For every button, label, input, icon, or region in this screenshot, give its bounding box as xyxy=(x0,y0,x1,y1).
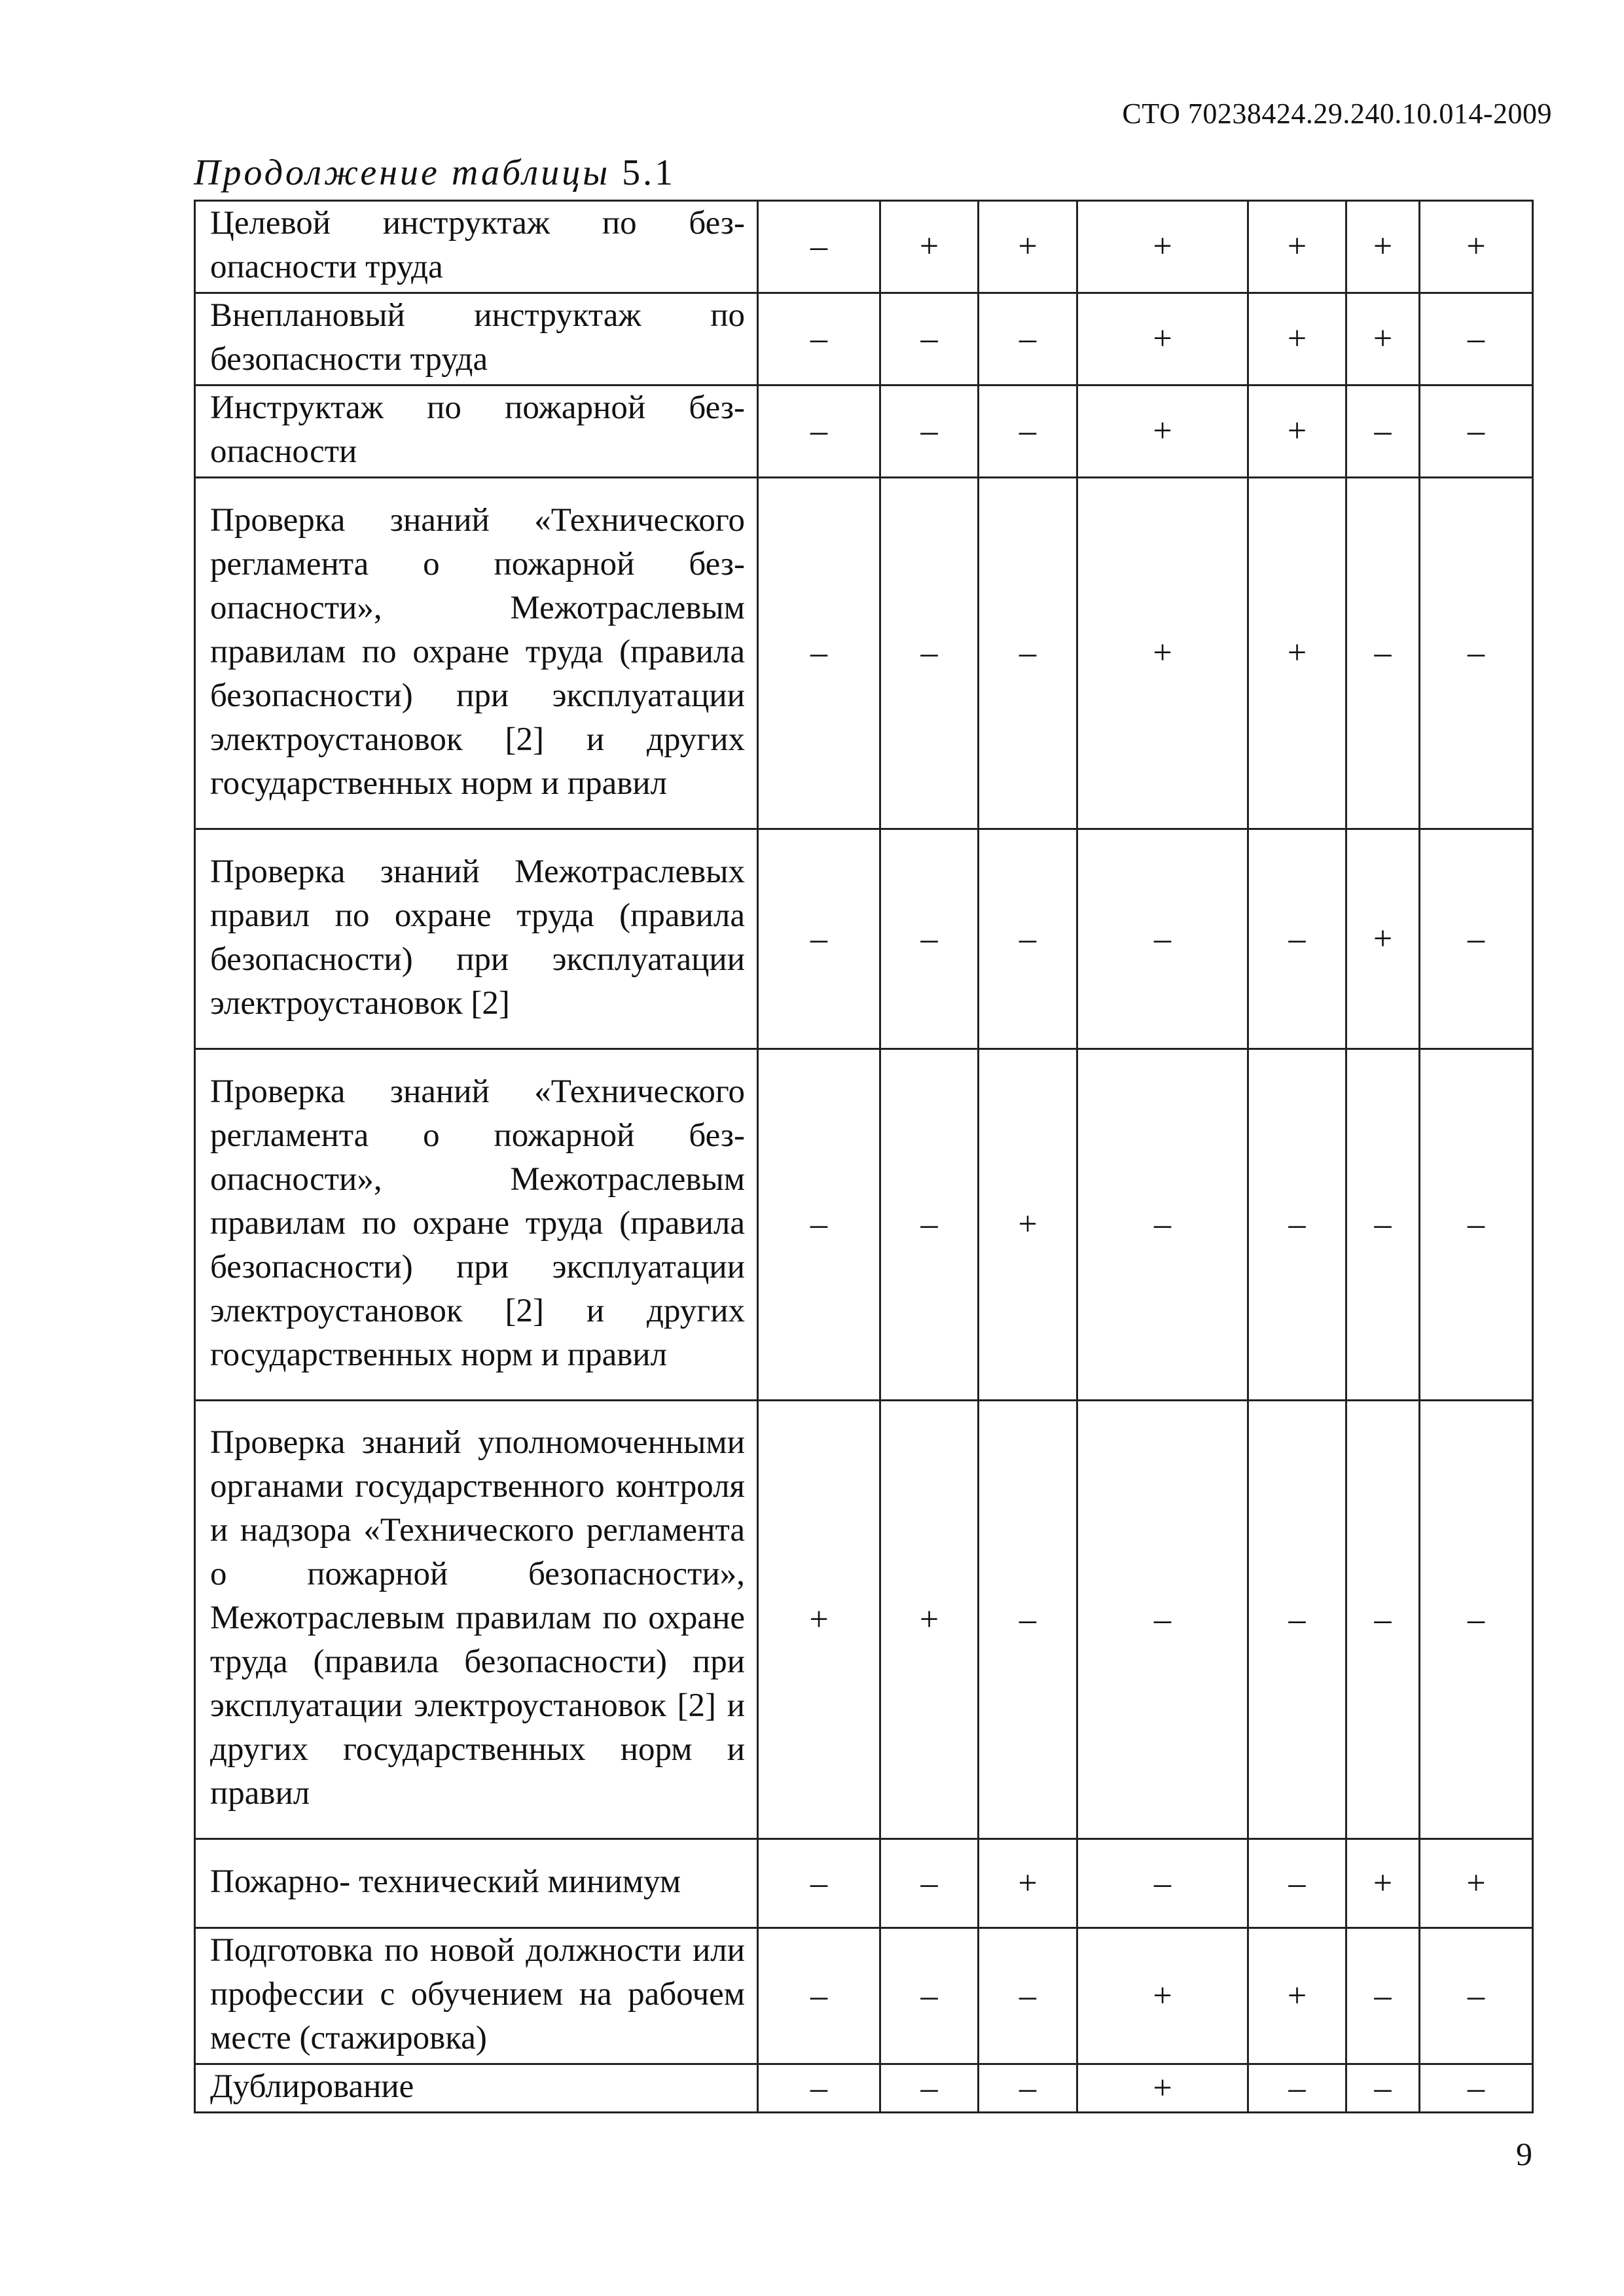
row-mark: – xyxy=(1420,1928,1533,2064)
row-mark: + xyxy=(1248,386,1346,478)
row-label: Инструктаж по пожарной безопасности xyxy=(195,386,758,478)
table-row xyxy=(195,478,1533,829)
row-mark: – xyxy=(979,2064,1077,2113)
row-mark: – xyxy=(1077,1839,1248,1928)
row-mark: + xyxy=(979,1049,1077,1401)
table-row xyxy=(195,1401,1533,1839)
row-mark: – xyxy=(1248,1839,1346,1928)
row-mark: – xyxy=(1077,1401,1248,1839)
row-mark: – xyxy=(1420,1049,1533,1401)
row-label: Пожарно- технический минимум xyxy=(195,1839,758,1928)
page-number: 9 xyxy=(1516,2136,1532,2172)
row-mark: – xyxy=(1346,1401,1420,1839)
row-mark: + xyxy=(1077,293,1248,386)
row-mark: + xyxy=(1248,1928,1346,2064)
row-mark: – xyxy=(1248,2064,1346,2113)
row-mark: – xyxy=(758,201,880,293)
row-mark: – xyxy=(1346,2064,1420,2113)
row-mark: – xyxy=(758,386,880,478)
table-caption-text: Продолжение таблицы xyxy=(194,152,611,193)
row-label: Проверка знаний уполномоченными органами государственного контроля и надзора «Технического регламента о пожарной безопасности», Межотраслевым правилам по охране труда (правила безопасности) при эксплуатации электроустановок [2] и других государственных норм и правил xyxy=(195,1401,758,1839)
table-row xyxy=(195,293,1533,386)
table-row xyxy=(195,1049,1533,1401)
row-label: Подготовка по новой должности или профессии с обучением на рабочем месте (стажировка) xyxy=(195,1928,758,2064)
row-mark: + xyxy=(1346,201,1420,293)
row-label: Проверка знаний «Технического регламента о пожарной безопасности», Межотраслевым правилам по охране труда (правила безопасности) при эксплуатации электроустановок [2] и других государственных норм и правил xyxy=(195,478,758,829)
row-mark: – xyxy=(1420,293,1533,386)
row-mark: + xyxy=(1077,386,1248,478)
row-mark: – xyxy=(880,829,979,1049)
row-mark: – xyxy=(1248,1049,1346,1401)
row-mark: – xyxy=(880,478,979,829)
row-mark: + xyxy=(880,1401,979,1839)
table-row xyxy=(195,2064,1533,2113)
row-mark: – xyxy=(880,2064,979,2113)
row-mark: – xyxy=(880,386,979,478)
row-mark: – xyxy=(1346,478,1420,829)
table-row xyxy=(195,1839,1533,1928)
row-mark: – xyxy=(1346,1049,1420,1401)
row-mark: + xyxy=(1077,478,1248,829)
row-mark: – xyxy=(1248,1401,1346,1839)
row-mark: + xyxy=(1420,201,1533,293)
row-mark: – xyxy=(979,1928,1077,2064)
row-mark: – xyxy=(1346,386,1420,478)
row-mark: + xyxy=(880,201,979,293)
row-mark: – xyxy=(979,1401,1077,1839)
row-mark: + xyxy=(979,1839,1077,1928)
row-mark: – xyxy=(979,293,1077,386)
row-mark: – xyxy=(758,1928,880,2064)
row-mark: – xyxy=(979,386,1077,478)
row-mark: – xyxy=(758,293,880,386)
table-caption xyxy=(194,152,676,194)
table-row xyxy=(195,829,1533,1049)
table-row xyxy=(195,201,1533,293)
row-label: Дублирование xyxy=(195,2064,758,2113)
row-mark: – xyxy=(1248,829,1346,1049)
row-mark: – xyxy=(758,1049,880,1401)
row-mark: – xyxy=(1420,1401,1533,1839)
table-caption-number: 5.1 xyxy=(622,152,676,193)
row-mark: + xyxy=(1346,293,1420,386)
row-mark: – xyxy=(758,478,880,829)
row-mark: + xyxy=(1420,1839,1533,1928)
row-mark: – xyxy=(979,478,1077,829)
row-mark: – xyxy=(1420,2064,1533,2113)
row-mark: + xyxy=(1346,1839,1420,1928)
row-mark: – xyxy=(880,1049,979,1401)
row-label: Проверка знаний Межотраслевых правил по охране труда (правила безопасности) при эксплуатации электроустановок [2] xyxy=(195,829,758,1049)
row-mark: + xyxy=(1346,829,1420,1049)
row-mark: – xyxy=(1420,829,1533,1049)
table-row xyxy=(195,1928,1533,2064)
row-mark: + xyxy=(1077,2064,1248,2113)
row-mark: – xyxy=(979,829,1077,1049)
row-mark: + xyxy=(1077,1928,1248,2064)
row-mark: + xyxy=(1077,201,1248,293)
row-mark: – xyxy=(1420,386,1533,478)
row-mark: – xyxy=(758,829,880,1049)
row-mark: – xyxy=(1077,829,1248,1049)
row-mark: – xyxy=(1077,1049,1248,1401)
row-label: Целевой инструктаж по безопасности труда xyxy=(195,201,758,293)
row-mark: + xyxy=(1248,201,1346,293)
row-mark: – xyxy=(880,293,979,386)
row-label: Проверка знаний «Технического регламента о пожарной безопасности», Межотраслевым правилам по охране труда (правила безопасности) при эксплуатации электроустановок [2] и других государственных норм и правил xyxy=(195,1049,758,1401)
row-mark: + xyxy=(1248,478,1346,829)
row-mark: + xyxy=(979,201,1077,293)
row-mark: – xyxy=(880,1928,979,2064)
row-mark: – xyxy=(758,1839,880,1928)
row-mark: – xyxy=(758,2064,880,2113)
row-mark: – xyxy=(1346,1928,1420,2064)
row-mark: + xyxy=(758,1401,880,1839)
document-code: СТО 70238424.29.240.10.014-2009 xyxy=(1122,98,1552,130)
row-label: Внеплановый инструктаж по безопасности труда xyxy=(195,293,758,386)
row-mark: – xyxy=(1420,478,1533,829)
requirements-table xyxy=(194,200,1534,2113)
table-row xyxy=(195,386,1533,478)
row-mark: – xyxy=(880,1839,979,1928)
row-mark: + xyxy=(1248,293,1346,386)
